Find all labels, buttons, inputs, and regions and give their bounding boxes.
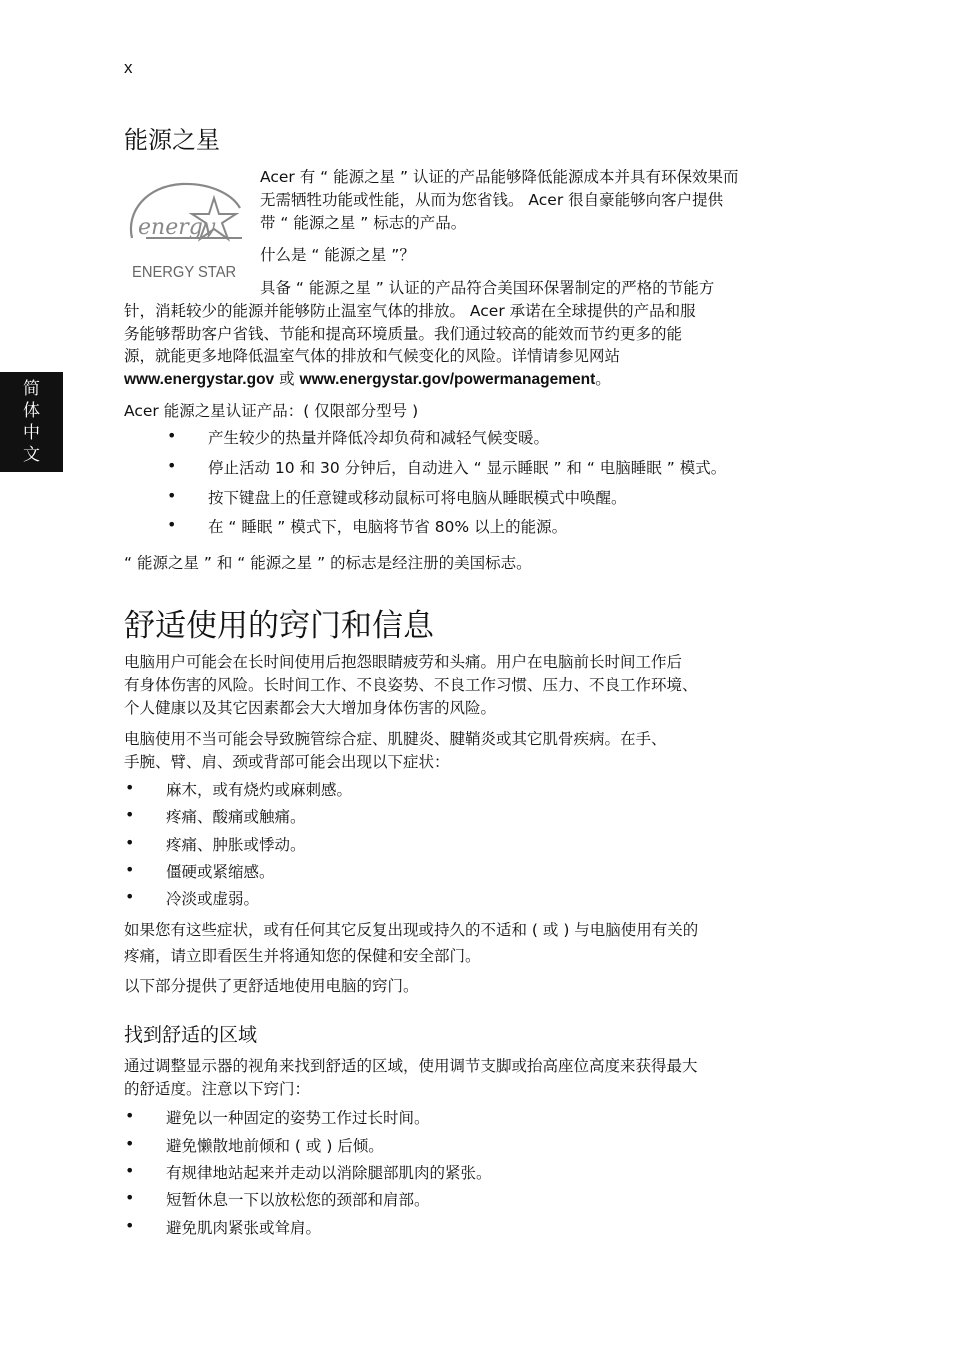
list-item: • 疼痛、酸痛或触痛。 [125, 805, 306, 826]
list-item: • 僵硬或紧缩感。 [125, 860, 275, 881]
energy-links-line [124, 368, 611, 391]
energy-question: 什么是 “ 能源之星 ”？ [260, 246, 415, 264]
energy-intro-line: 无需牺牲功能或性能，从而为您省钱。 Acer 很自豪能够向客户提供 [260, 191, 724, 209]
list-item: • 避免肌肉紧张或耸肩。 [125, 1216, 322, 1237]
comfort-zone-heading: 找到舒适的区域 [124, 1024, 258, 1046]
energy-answer-line: 务能够帮助客户省钱、节能和提高环境质量。我们通过较高的能效而节约更多的能 [124, 325, 683, 343]
energy-answer-line: 具备 “ 能源之星 ” 认证的产品符合美国环保署制定的严格的节能方 [260, 279, 715, 297]
bullet: • [125, 1216, 135, 1235]
list-item: • 在 “ 睡眠 ” 模式下，电脑将节省 80% 以上的能源。 [167, 515, 568, 536]
energystar-link[interactable]: www.energystar.gov [124, 371, 275, 388]
language-tab-char: 体 [23, 401, 40, 421]
energy-star-logo-icon [124, 176, 246, 264]
link-end: 。 [595, 370, 611, 388]
comfort-heading: 舒适使用的窍门和信息 [124, 608, 434, 644]
list-item: • 短暂休息一下以放松您的颈部和肩部。 [125, 1188, 430, 1209]
page-number: x [124, 58, 133, 77]
bullet: • [125, 1188, 135, 1207]
energy-star-logo [124, 176, 246, 292]
bullet: • [125, 833, 135, 852]
powermanagement-link[interactable]: www.energystar.gov/powermanagement [299, 371, 596, 388]
language-tab-char: 文 [23, 445, 40, 465]
language-tab-char: 中 [23, 423, 40, 443]
bullet: • [125, 1161, 135, 1180]
list-item: • 按下键盘上的任意键或移动鼠标可将电脑从睡眠模式中唤醒。 [167, 486, 627, 507]
bullet: • [125, 860, 135, 879]
bullet: • [125, 778, 135, 797]
list-item: • 疼痛、肿胀或悸动。 [125, 833, 306, 854]
list-item: • 停止活动 10 和 30 分钟后，自动进入 “ 显示睡眠 ” 和 “ 电脑睡眠 ” 模式。 [167, 456, 727, 477]
bullet: • [125, 805, 135, 824]
comfort-para-line: 如果您有这些症状，或有任何其它反复出现或持久的不适和 ( 或 ) 与电脑使用有关的 [124, 921, 699, 939]
comfort-para-line: 疼痛，请立即看医生并将通知您的保健和安全部门。 [124, 947, 481, 965]
list-item: • 产生较少的热量并降低冷却负荷和减轻气候变暖。 [167, 426, 550, 447]
comfort-para-line: 电脑用户可能会在长时间使用后抱怨眼睛疲劳和头痛。用户在电脑前长时间工作后 [124, 653, 683, 671]
list-item: • 避免以一种固定的姿势工作过长时间。 [125, 1106, 430, 1127]
energy-intro-line: 带 “ 能源之星 ” 标志的产品。 [260, 214, 467, 232]
comfort-para-line: 个人健康以及其它因素都会大大增加身体伤害的风险。 [124, 699, 497, 717]
bullet: • [125, 887, 135, 906]
comfort-para-line: 电脑使用不当可能会导致腕管综合症、肌腱炎、腱鞘炎或其它肌骨疾病。在手、 [124, 730, 667, 748]
energy-star-logo-caption: ENERGY STAR [132, 264, 237, 281]
link-separator: 或 [274, 370, 300, 388]
bullet: • [125, 1134, 135, 1153]
energy-trademark-note: “ 能源之星 ” 和 “ 能源之星 ” 的标志是经注册的美国标志。 [124, 554, 532, 572]
comfort-para-line: 以下部分提供了更舒适地使用电脑的窍门。 [124, 977, 419, 995]
energy-star-heading: 能源之星 [124, 126, 220, 154]
zone-para-line: 通过调整显示器的视角来找到舒适的区域，使用调节支脚或抬高座位高度来获得最大 [124, 1057, 698, 1075]
comfort-para-line: 有身体伤害的风险。长时间工作、不良姿势、不良工作习惯、压力、不良工作环境、 [124, 676, 698, 694]
list-item: • 有规律地站起来并走动以消除腿部肌肉的紧张。 [125, 1161, 492, 1182]
list-item: • 避免懒散地前倾和 ( 或 ) 后倾。 [125, 1134, 384, 1155]
energy-script-text: energy [138, 215, 216, 240]
language-tab [0, 372, 63, 472]
energy-intro-line: Acer 有 “ 能源之星 ” 认证的产品能够降低能源成本并具有环保效果而 [260, 168, 739, 186]
comfort-para-line: 手腕、臂、肩、颈或背部可能会出现以下症状： [124, 753, 450, 771]
list-item: • 麻木，或有烧灼或麻刺感。 [125, 778, 353, 799]
bullet: • [167, 515, 177, 534]
energy-answer-line: 源，就能更多地降低温室气体的排放和气候变化的风险。详情请参见网站 [124, 347, 621, 365]
bullet: • [167, 486, 177, 505]
zone-para-line: 的舒适度。注意以下窍门： [124, 1080, 311, 1098]
list-item: • 冷淡或虚弱。 [125, 887, 260, 908]
bullet: • [167, 426, 177, 445]
language-tab-char: 简 [23, 379, 40, 399]
bullet: • [167, 456, 177, 475]
energy-products-label: Acer 能源之星认证产品：( 仅限部分型号 ) [124, 402, 419, 420]
bullet: • [125, 1106, 135, 1125]
energy-answer-line: 针，消耗较少的能源并能够防止温室气体的排放。 Acer 承诺在全球提供的产品和服 [124, 302, 696, 320]
